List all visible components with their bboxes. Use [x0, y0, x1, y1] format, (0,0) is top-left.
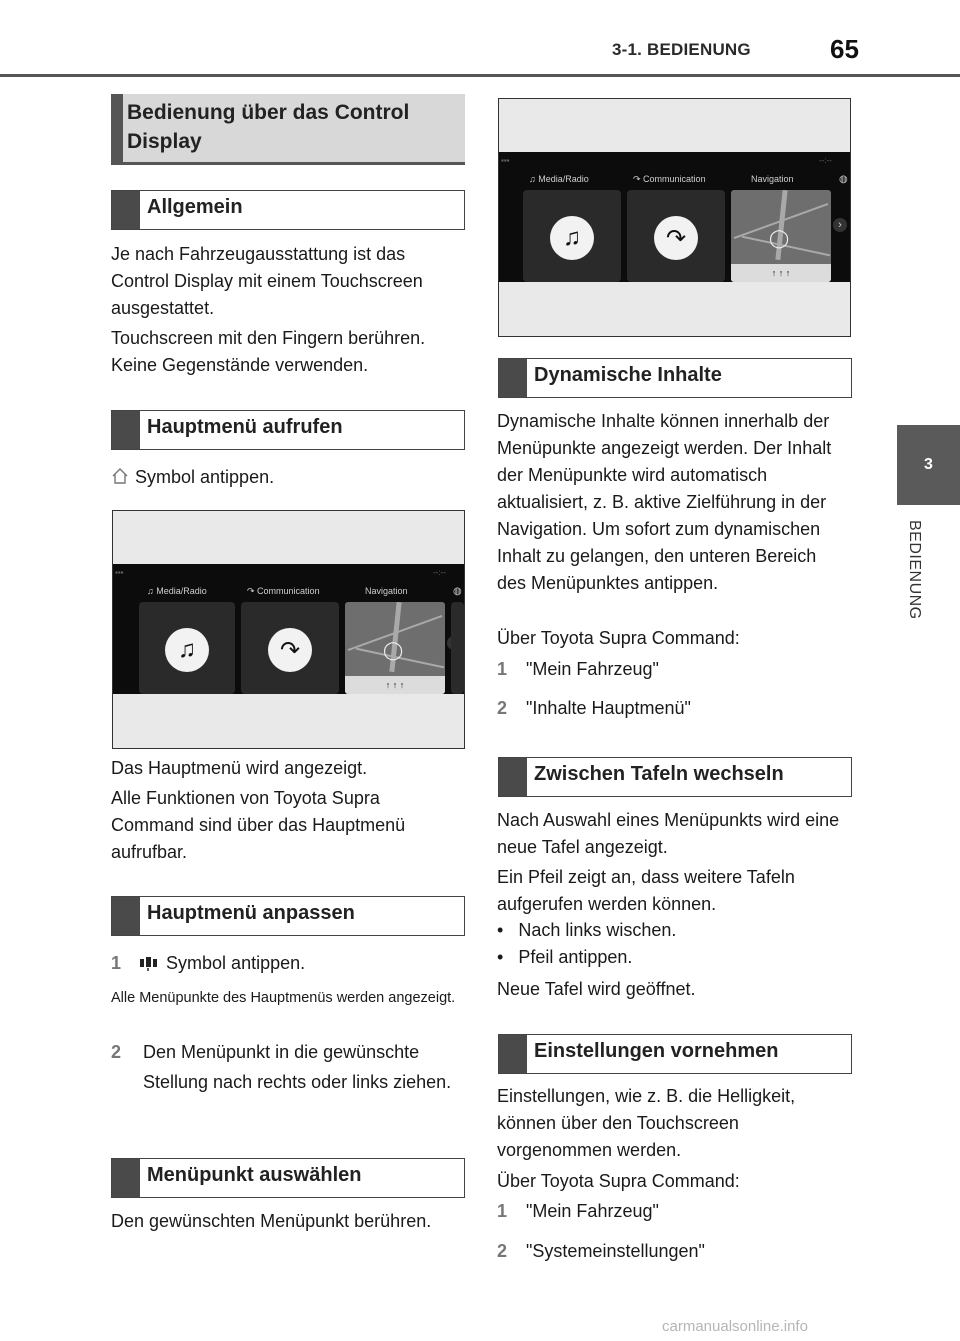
step-number: 2 [111, 1042, 122, 1062]
screenshot-dynamic-content [498, 98, 851, 337]
tile-navigation-map[interactable] [345, 602, 445, 694]
running-header: 3-1. BEDIENUNG [612, 40, 751, 59]
step-text: "Systemeinstellungen" [526, 1241, 705, 1261]
tile-label-communication: ↷ Communication [247, 586, 320, 596]
step-2 [111, 1037, 465, 1097]
tile-media[interactable] [523, 190, 621, 282]
subheading-text: Hauptmenü anpassen [147, 902, 355, 924]
note: Alle Menüpunkte des Hauptmenüs werden angezeigt. [111, 990, 456, 1006]
music-note-icon: ♫ [165, 628, 209, 672]
paragraph: Den gewünschten Menüpunkt berühren. [111, 1211, 432, 1231]
paragraph: Das Hauptmenü wird angezeigt. [111, 758, 368, 778]
section-heading-bar [111, 94, 123, 162]
step-number: 1 [111, 953, 122, 973]
paragraph: Nach Auswahl eines Menüpunkts wird eine neue Tafel angezeigt. [497, 810, 840, 857]
tile-next [451, 602, 464, 694]
tile-label-media: ♫ Media/Radio [529, 174, 589, 184]
step-2 [497, 1238, 849, 1265]
paragraph: Touchscreen mit den Fingern berühren. Keine Gegenstände verwenden. [111, 328, 426, 375]
step-number: 2 [497, 1241, 508, 1261]
clock: --:-- [433, 568, 446, 577]
subheading-einstellungen [498, 1034, 852, 1074]
subheading-bar [499, 359, 527, 397]
subheading-bar [112, 191, 140, 229]
step-1 [497, 1198, 849, 1225]
page-number: 65 [830, 34, 859, 64]
chapter-tab: 3 [897, 425, 960, 505]
bullet-marker: • [497, 920, 504, 940]
instruction-line [111, 464, 465, 491]
tile-navigation-map[interactable] [731, 190, 831, 282]
lane-guidance-bar: ↑ ↑ ↑ [731, 264, 831, 282]
bullet-item [497, 944, 849, 971]
paragraph: Neue Tafel wird geöffnet. [497, 979, 696, 999]
status-dots: ▪▪▪ [115, 568, 124, 577]
step-number: 1 [497, 1201, 508, 1221]
section-heading [111, 94, 465, 165]
step-2 [497, 695, 849, 722]
tile-label-communication: ↷ Communication [633, 174, 706, 184]
paragraph: Dynamische Inhalte können innerhalb der Menüpunkte angezeigt werden. Der Inhalt der Menüpunkte wird automatisch aktualisiert, z. B. aktive Zielführung in der Navigation. Um sofort zum dynamischen Inhalt zu gelangen, den unteren Bereich des Menüpunktes antippen. [497, 411, 832, 593]
lane-guidance-bar: ↑ ↑ ↑ [345, 676, 445, 694]
phone-icon: ↷ [268, 628, 312, 672]
communication-label: Communication [257, 586, 320, 596]
paragraph: Ein Pfeil zeigt an, dass weitere Tafeln aufgerufen werden können. [497, 867, 795, 914]
subheading-menupunkt-auswahlen [111, 1158, 465, 1198]
communication-label: Communication [643, 174, 706, 184]
subheading-text: Dynamische Inhalte [534, 364, 722, 386]
step-1 [111, 950, 465, 977]
header-rule [0, 74, 960, 77]
subheading-text: Zwischen Tafeln wechseln [534, 763, 784, 785]
subheading-dynamische-inhalte [498, 358, 852, 398]
map-road [775, 190, 787, 260]
chapter-side-label [895, 520, 935, 660]
arrow-right-icon[interactable]: › [833, 218, 847, 232]
map-road [389, 602, 401, 672]
subheading-hauptmenu-aufrufen [111, 410, 465, 450]
globe-icon: ◍ [453, 586, 462, 597]
globe-icon: ◍ [839, 174, 848, 185]
paragraph: Je nach Fahrzeugausstattung ist das Control Display mit einem Touchscreen ausgestattet. [111, 244, 423, 318]
paragraph: Über Toyota Supra Command: [497, 1171, 740, 1191]
subheading-text: Allgemein [147, 196, 243, 218]
step-number: 1 [497, 659, 508, 679]
subheading-allgemein [111, 190, 465, 230]
step-text: "Inhalte Hauptmenü" [526, 698, 691, 718]
position-marker-icon: ◯ [383, 640, 404, 660]
display-screen [113, 564, 464, 694]
music-note-icon: ♫ [550, 216, 594, 260]
subheading-text: Hauptmenü aufrufen [147, 416, 343, 438]
subheading-bar [499, 758, 527, 796]
step-text: Den Menüpunkt in die gewünschte Stellung nach rechts oder links ziehen. [143, 1042, 452, 1092]
screenshot-main-menu [112, 510, 465, 749]
tile-label-media: ♫ Media/Radio [147, 586, 207, 596]
tile-media[interactable] [139, 602, 235, 694]
tile-label-navigation: Navigation [751, 174, 794, 184]
step-number: 2 [497, 698, 508, 718]
section-heading-text: Bedienung über das Control Display [127, 101, 410, 153]
bullet-text: Pfeil antippen. [518, 947, 633, 967]
status-dots: ▪▪▪ [501, 156, 510, 165]
step-text: Symbol antippen. [166, 953, 306, 973]
media-label: Media/Radio [156, 586, 207, 596]
subheading-bar [112, 1159, 140, 1197]
paragraph: Einstellungen, wie z. B. die Helligkeit, können über den Touchscreen vorgenommen werden. [497, 1086, 796, 1160]
subheading-zwischen-tafeln [498, 757, 852, 797]
chapter-side-label-text: BEDIENUNG [906, 520, 923, 620]
paragraph: Alle Funktionen von Toyota Supra Command sind über das Hauptmenü aufrufbar. [111, 788, 406, 862]
subheading-bar [112, 411, 140, 449]
bullet-marker: • [497, 947, 504, 967]
subheading-bar [112, 897, 140, 935]
step-text: "Mein Fahrzeug" [526, 659, 659, 679]
bullet-text: Nach links wischen. [518, 920, 677, 940]
phone-icon: ↷ [654, 216, 698, 260]
instruction-text: Symbol antippen. [135, 467, 275, 487]
step-text: "Mein Fahrzeug" [526, 1201, 659, 1221]
media-label: Media/Radio [538, 174, 589, 184]
subheading-bar [499, 1035, 527, 1073]
edit-menu-icon [138, 955, 160, 971]
clock: --:-- [819, 156, 832, 165]
subheading-text: Einstellungen vornehmen [534, 1040, 779, 1062]
paragraph: Über Toyota Supra Command: [497, 628, 740, 648]
step-1 [497, 656, 849, 683]
display-screen [499, 152, 850, 282]
tile-communication[interactable] [627, 190, 725, 282]
subheading-hauptmenu-anpassen [111, 896, 465, 936]
position-marker-icon: ◯ [769, 228, 790, 248]
watermark: carmanualsonline.info [662, 1318, 808, 1335]
tile-communication[interactable] [241, 602, 339, 694]
subheading-text: Menüpunkt auswählen [147, 1164, 362, 1186]
tile-label-navigation: Navigation [365, 586, 408, 596]
bullet-item [497, 917, 849, 944]
home-icon [111, 467, 129, 485]
